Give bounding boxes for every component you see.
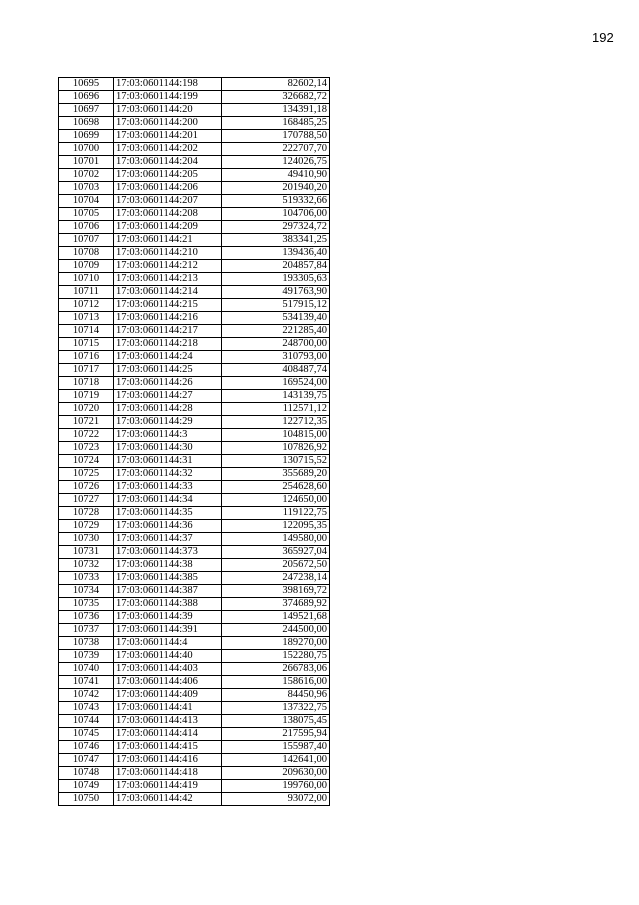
value-cell: 222707,70 (222, 143, 330, 156)
table-row (59, 377, 330, 390)
cadastral-number-cell: 17:03:0601144:212 (114, 260, 222, 273)
value-cell: 199760,00 (222, 780, 330, 793)
row-number-cell: 10726 (59, 481, 114, 494)
row-number-cell: 10699 (59, 130, 114, 143)
row-number-cell: 10732 (59, 559, 114, 572)
table-row (59, 91, 330, 104)
row-number-cell: 10743 (59, 702, 114, 715)
cadastral-number-cell: 17:03:0601144:38 (114, 559, 222, 572)
row-number-cell: 10722 (59, 429, 114, 442)
table-row (59, 546, 330, 559)
table-row (59, 624, 330, 637)
table-row (59, 286, 330, 299)
table-row (59, 572, 330, 585)
row-number-cell: 10735 (59, 598, 114, 611)
table-row (59, 585, 330, 598)
value-cell: 142641,00 (222, 754, 330, 767)
table-row (59, 767, 330, 780)
page-number: 192 (592, 30, 614, 45)
row-number-cell: 10745 (59, 728, 114, 741)
row-number-cell: 10746 (59, 741, 114, 754)
value-cell: 254628,60 (222, 481, 330, 494)
value-cell: 82602,14 (222, 78, 330, 91)
table-row (59, 208, 330, 221)
table-row (59, 676, 330, 689)
table-row (59, 650, 330, 663)
row-number-cell: 10719 (59, 390, 114, 403)
row-number-cell: 10749 (59, 780, 114, 793)
table-row (59, 312, 330, 325)
value-cell: 221285,40 (222, 325, 330, 338)
value-cell: 374689,92 (222, 598, 330, 611)
cadastral-number-cell: 17:03:0601144:215 (114, 299, 222, 312)
row-number-cell: 10714 (59, 325, 114, 338)
cadastral-number-cell: 17:03:0601144:39 (114, 611, 222, 624)
value-cell: 93072,00 (222, 793, 330, 806)
row-number-cell: 10709 (59, 260, 114, 273)
value-cell: 149521,68 (222, 611, 330, 624)
cadastral-number-cell: 17:03:0601144:214 (114, 286, 222, 299)
cadastral-number-cell: 17:03:0601144:204 (114, 156, 222, 169)
cadastral-number-cell: 17:03:0601144:41 (114, 702, 222, 715)
table-row (59, 390, 330, 403)
cadastral-number-cell: 17:03:0601144:21 (114, 234, 222, 247)
table-row (59, 728, 330, 741)
value-cell: 122095,35 (222, 520, 330, 533)
table-row (59, 104, 330, 117)
row-number-cell: 10739 (59, 650, 114, 663)
value-cell: 169524,00 (222, 377, 330, 390)
cadastral-number-cell: 17:03:0601144:418 (114, 767, 222, 780)
row-number-cell: 10717 (59, 364, 114, 377)
cadastral-number-cell: 17:03:0601144:413 (114, 715, 222, 728)
value-cell: 355689,20 (222, 468, 330, 481)
row-number-cell: 10728 (59, 507, 114, 520)
row-number-cell: 10738 (59, 637, 114, 650)
cadastral-number-cell: 17:03:0601144:409 (114, 689, 222, 702)
table-row (59, 195, 330, 208)
value-cell: 266783,06 (222, 663, 330, 676)
value-cell: 205672,50 (222, 559, 330, 572)
table-row (59, 533, 330, 546)
cadastral-number-cell: 17:03:0601144:31 (114, 455, 222, 468)
value-cell: 244500,00 (222, 624, 330, 637)
cadastral-number-cell: 17:03:0601144:373 (114, 546, 222, 559)
value-cell: 517915,12 (222, 299, 330, 312)
cadastral-number-cell: 17:03:0601144:33 (114, 481, 222, 494)
table-row (59, 221, 330, 234)
row-number-cell: 10742 (59, 689, 114, 702)
cadastral-value-table (58, 77, 330, 806)
row-number-cell: 10729 (59, 520, 114, 533)
value-cell: 170788,50 (222, 130, 330, 143)
table-row (59, 468, 330, 481)
row-number-cell: 10744 (59, 715, 114, 728)
table-row (59, 130, 330, 143)
row-number-cell: 10747 (59, 754, 114, 767)
row-number-cell: 10724 (59, 455, 114, 468)
cadastral-number-cell: 17:03:0601144:209 (114, 221, 222, 234)
cadastral-number-cell: 17:03:0601144:199 (114, 91, 222, 104)
table-row (59, 299, 330, 312)
row-number-cell: 10705 (59, 208, 114, 221)
cadastral-number-cell: 17:03:0601144:385 (114, 572, 222, 585)
row-number-cell: 10707 (59, 234, 114, 247)
row-number-cell: 10750 (59, 793, 114, 806)
cadastral-number-cell: 17:03:0601144:415 (114, 741, 222, 754)
table-row (59, 689, 330, 702)
table-row (59, 260, 330, 273)
value-cell: 104815,00 (222, 429, 330, 442)
table-row (59, 364, 330, 377)
cadastral-number-cell: 17:03:0601144:25 (114, 364, 222, 377)
cadastral-number-cell: 17:03:0601144:200 (114, 117, 222, 130)
row-number-cell: 10695 (59, 78, 114, 91)
value-cell: 534139,40 (222, 312, 330, 325)
value-cell: 149580,00 (222, 533, 330, 546)
cadastral-number-cell: 17:03:0601144:28 (114, 403, 222, 416)
cadastral-number-cell: 17:03:0601144:208 (114, 208, 222, 221)
table-row (59, 663, 330, 676)
cadastral-number-cell: 17:03:0601144:207 (114, 195, 222, 208)
cadastral-number-cell: 17:03:0601144:20 (114, 104, 222, 117)
row-number-cell: 10711 (59, 286, 114, 299)
value-cell: 217595,94 (222, 728, 330, 741)
cadastral-number-cell: 17:03:0601144:205 (114, 169, 222, 182)
row-number-cell: 10698 (59, 117, 114, 130)
value-cell: 139436,40 (222, 247, 330, 260)
table-row (59, 234, 330, 247)
cadastral-number-cell: 17:03:0601144:42 (114, 793, 222, 806)
table-row (59, 247, 330, 260)
cadastral-number-cell: 17:03:0601144:34 (114, 494, 222, 507)
table-row (59, 156, 330, 169)
value-cell: 201940,20 (222, 182, 330, 195)
table-row (59, 442, 330, 455)
row-number-cell: 10730 (59, 533, 114, 546)
table-row (59, 351, 330, 364)
cadastral-number-cell: 17:03:0601144:202 (114, 143, 222, 156)
row-number-cell: 10716 (59, 351, 114, 364)
value-cell: 491763,90 (222, 286, 330, 299)
cadastral-number-cell: 17:03:0601144:213 (114, 273, 222, 286)
table-row (59, 702, 330, 715)
value-cell: 137322,75 (222, 702, 330, 715)
cadastral-number-cell: 17:03:0601144:29 (114, 416, 222, 429)
row-number-cell: 10715 (59, 338, 114, 351)
table-row (59, 559, 330, 572)
value-cell: 248700,00 (222, 338, 330, 351)
table-row (59, 273, 330, 286)
cadastral-number-cell: 17:03:0601144:406 (114, 676, 222, 689)
row-number-cell: 10704 (59, 195, 114, 208)
cadastral-number-cell: 17:03:0601144:24 (114, 351, 222, 364)
table-row (59, 715, 330, 728)
table-row (59, 403, 330, 416)
value-cell: 383341,25 (222, 234, 330, 247)
row-number-cell: 10696 (59, 91, 114, 104)
value-cell: 152280,75 (222, 650, 330, 663)
value-cell: 84450,96 (222, 689, 330, 702)
row-number-cell: 10737 (59, 624, 114, 637)
cadastral-number-cell: 17:03:0601144:217 (114, 325, 222, 338)
value-cell: 193305,63 (222, 273, 330, 286)
table-row (59, 481, 330, 494)
value-cell: 158616,00 (222, 676, 330, 689)
cadastral-number-cell: 17:03:0601144:35 (114, 507, 222, 520)
cadastral-number-cell: 17:03:0601144:201 (114, 130, 222, 143)
value-cell: 326682,72 (222, 91, 330, 104)
cadastral-number-cell: 17:03:0601144:414 (114, 728, 222, 741)
row-number-cell: 10731 (59, 546, 114, 559)
value-cell: 209630,00 (222, 767, 330, 780)
value-cell: 398169,72 (222, 585, 330, 598)
value-cell: 297324,72 (222, 221, 330, 234)
row-number-cell: 10706 (59, 221, 114, 234)
cadastral-number-cell: 17:03:0601144:37 (114, 533, 222, 546)
value-cell: 365927,04 (222, 546, 330, 559)
cadastral-number-cell: 17:03:0601144:4 (114, 637, 222, 650)
value-cell: 138075,45 (222, 715, 330, 728)
cadastral-number-cell: 17:03:0601144:218 (114, 338, 222, 351)
cadastral-number-cell: 17:03:0601144:32 (114, 468, 222, 481)
row-number-cell: 10733 (59, 572, 114, 585)
cadastral-number-cell: 17:03:0601144:419 (114, 780, 222, 793)
cadastral-number-cell: 17:03:0601144:36 (114, 520, 222, 533)
row-number-cell: 10723 (59, 442, 114, 455)
value-cell: 408487,74 (222, 364, 330, 377)
value-cell: 143139,75 (222, 390, 330, 403)
cadastral-number-cell: 17:03:0601144:216 (114, 312, 222, 325)
value-cell: 155987,40 (222, 741, 330, 754)
value-cell: 124650,00 (222, 494, 330, 507)
row-number-cell: 10713 (59, 312, 114, 325)
value-cell: 130715,52 (222, 455, 330, 468)
row-number-cell: 10740 (59, 663, 114, 676)
table-row (59, 338, 330, 351)
table-row (59, 143, 330, 156)
table-body (59, 78, 330, 806)
value-cell: 168485,25 (222, 117, 330, 130)
value-cell: 49410,90 (222, 169, 330, 182)
row-number-cell: 10712 (59, 299, 114, 312)
table-row (59, 520, 330, 533)
table-row (59, 754, 330, 767)
table-row (59, 637, 330, 650)
value-cell: 124026,75 (222, 156, 330, 169)
table-row (59, 455, 330, 468)
row-number-cell: 10725 (59, 468, 114, 481)
table-row (59, 741, 330, 754)
cadastral-number-cell: 17:03:0601144:27 (114, 390, 222, 403)
table-row (59, 793, 330, 806)
cadastral-number-cell: 17:03:0601144:206 (114, 182, 222, 195)
row-number-cell: 10710 (59, 273, 114, 286)
table-row (59, 182, 330, 195)
row-number-cell: 10734 (59, 585, 114, 598)
table-row (59, 325, 330, 338)
row-number-cell: 10703 (59, 182, 114, 195)
value-cell: 189270,00 (222, 637, 330, 650)
row-number-cell: 10701 (59, 156, 114, 169)
cadastral-number-cell: 17:03:0601144:210 (114, 247, 222, 260)
value-cell: 112571,12 (222, 403, 330, 416)
row-number-cell: 10718 (59, 377, 114, 390)
value-cell: 119122,75 (222, 507, 330, 520)
cadastral-number-cell: 17:03:0601144:416 (114, 754, 222, 767)
table-row (59, 78, 330, 91)
row-number-cell: 10697 (59, 104, 114, 117)
table-row (59, 416, 330, 429)
value-cell: 134391,18 (222, 104, 330, 117)
row-number-cell: 10727 (59, 494, 114, 507)
value-cell: 107826,92 (222, 442, 330, 455)
cadastral-number-cell: 17:03:0601144:198 (114, 78, 222, 91)
value-cell: 122712,35 (222, 416, 330, 429)
table-row (59, 169, 330, 182)
cadastral-number-cell: 17:03:0601144:30 (114, 442, 222, 455)
value-cell: 204857,84 (222, 260, 330, 273)
row-number-cell: 10708 (59, 247, 114, 260)
row-number-cell: 10721 (59, 416, 114, 429)
cadastral-number-cell: 17:03:0601144:40 (114, 650, 222, 663)
table-row (59, 117, 330, 130)
value-cell: 104706,00 (222, 208, 330, 221)
row-number-cell: 10748 (59, 767, 114, 780)
cadastral-number-cell: 17:03:0601144:3 (114, 429, 222, 442)
table-row (59, 780, 330, 793)
table-row (59, 507, 330, 520)
cadastral-number-cell: 17:03:0601144:388 (114, 598, 222, 611)
row-number-cell: 10736 (59, 611, 114, 624)
value-cell: 310793,00 (222, 351, 330, 364)
value-cell: 247238,14 (222, 572, 330, 585)
table-row (59, 611, 330, 624)
value-cell: 519332,66 (222, 195, 330, 208)
cadastral-number-cell: 17:03:0601144:391 (114, 624, 222, 637)
cadastral-number-cell: 17:03:0601144:387 (114, 585, 222, 598)
row-number-cell: 10700 (59, 143, 114, 156)
row-number-cell: 10741 (59, 676, 114, 689)
table-row (59, 598, 330, 611)
row-number-cell: 10702 (59, 169, 114, 182)
row-number-cell: 10720 (59, 403, 114, 416)
cadastral-number-cell: 17:03:0601144:403 (114, 663, 222, 676)
table-row (59, 429, 330, 442)
cadastral-number-cell: 17:03:0601144:26 (114, 377, 222, 390)
table-row (59, 494, 330, 507)
